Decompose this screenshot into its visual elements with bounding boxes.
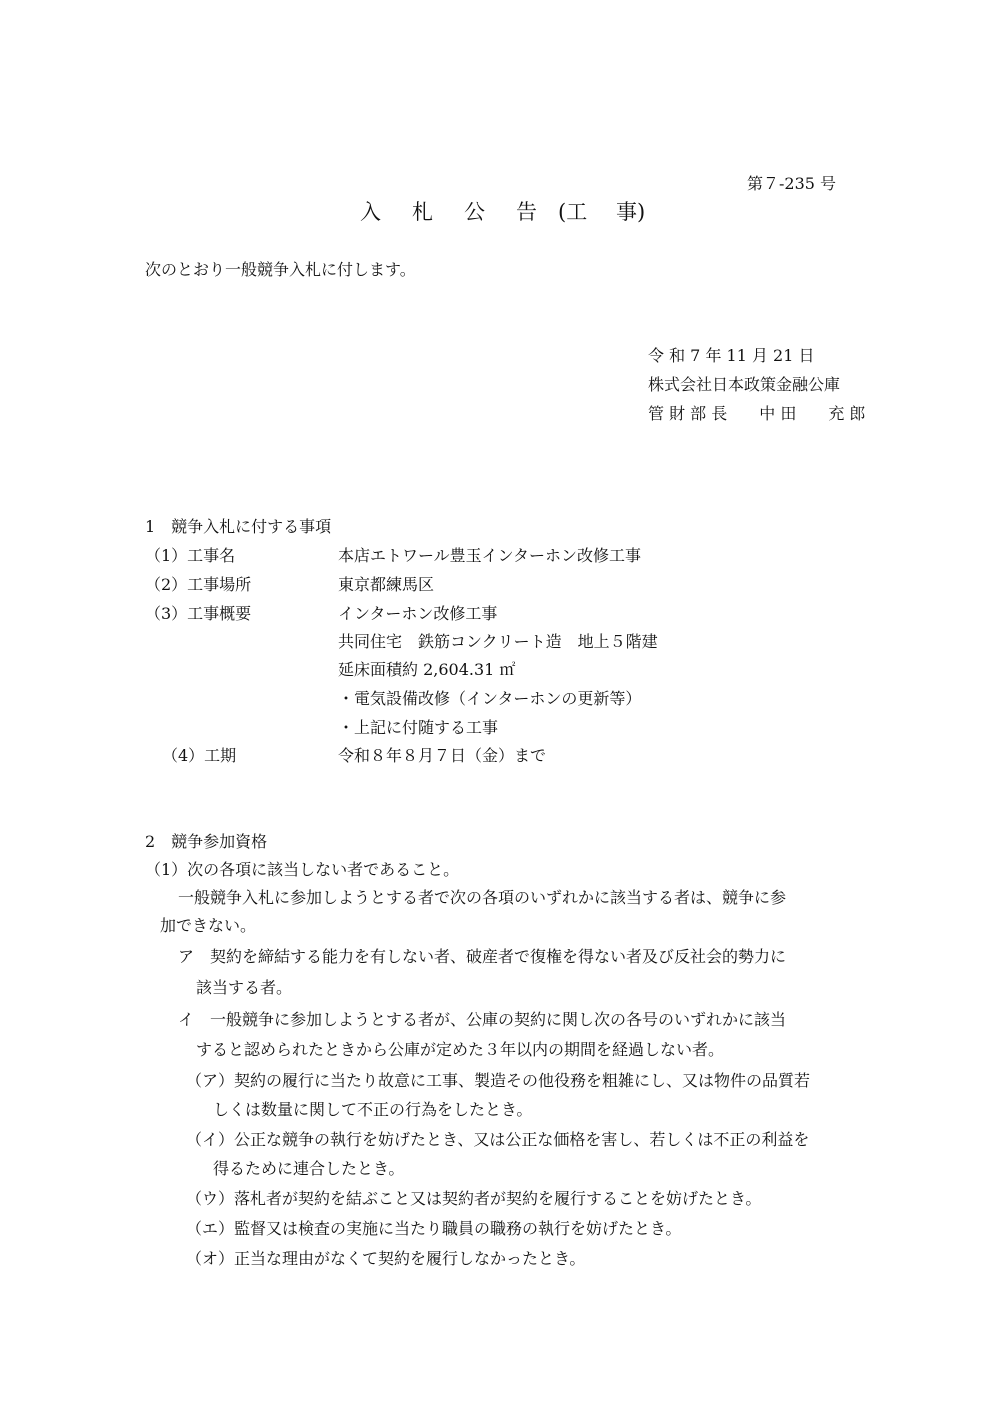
title-char: 告 (516, 200, 537, 224)
paragraph-line: 加できない。 (160, 916, 257, 935)
section1-heading: 1 競争入札に付する事項 (145, 517, 332, 536)
item-value: 東京都練馬区 (338, 575, 435, 594)
period-value: 令和８年８月７日（金）まで (338, 746, 547, 765)
issue-date: 令 和 7 年 11 月 21 日 (648, 346, 815, 365)
subclause-a-continued: しくは数量に関して不正の行為をしたとき。 (213, 1100, 533, 1119)
overview-line: 共同住宅 鉄筋コンクリート造 地上５階建 (338, 632, 658, 651)
item-label: （3）工事概要 (145, 604, 252, 623)
issuer-signer: 管 財 部 長 中 田 充 郎 (648, 404, 866, 423)
overview-line: 延床面積約 2,604.31 ㎡ (338, 660, 516, 679)
section2-heading: 2 競争参加資格 (145, 832, 268, 851)
subclause-i-continued: 得るために連合したとき。 (213, 1159, 405, 1178)
title-char: (工 (558, 200, 588, 224)
clause-a: ア 契約を締結する能力を有しない者、破産者で復権を得ない者及び反社会的勢力に (178, 947, 787, 966)
item-label: （2）工事場所 (145, 575, 252, 594)
clause-i: イ 一般競争に参加しようとする者が、公庫の契約に関し次の各号のいずれかに該当 (178, 1010, 787, 1029)
subclause-u: （ウ）落札者が契約を結ぶこと又は契約者が契約を履行することを妨げたとき。 (186, 1189, 762, 1208)
issuer-organization: 株式会社日本政策金融公庫 (648, 375, 841, 394)
overview-line: ・上記に付随する工事 (338, 718, 499, 737)
overview-line: ・電気設備改修（インターホンの更新等） (338, 689, 642, 708)
clause-a-continued: 該当する者。 (196, 978, 293, 997)
page-title (360, 199, 656, 225)
period-label: （4）工期 (162, 746, 237, 765)
title-char: 事) (616, 200, 646, 224)
intro-text: 次のとおり一般競争入札に付します。 (145, 260, 416, 279)
paragraph-line: 一般競争入札に参加しようとする者で次の各項のいずれかに該当する者は、競争に参 (178, 888, 787, 907)
subsection-heading: （1）次の各項に該当しない者であること。 (145, 860, 460, 879)
document-number: 第７-235 号 (747, 174, 837, 193)
item-value: 本店エトワール豊玉インターホン改修工事 (338, 546, 642, 565)
subclause-a: （ア）契約の履行に当たり故意に工事、製造その他役務を粗雑にし、又は物件の品質若 (186, 1071, 811, 1090)
title-char: 札 (412, 200, 433, 224)
title-char: 入 (360, 200, 381, 224)
subclause-i: （イ）公正な競争の執行を妨げたとき、又は公正な価格を害し、若しくは不正の利益を (186, 1130, 810, 1149)
item-value: インターホン改修工事 (338, 604, 498, 623)
item-label: （1）工事名 (145, 546, 236, 565)
title-char: 公 (464, 200, 485, 224)
subclause-e: （エ）監督又は検査の実施に当たり職員の職務の執行を妨げたとき。 (186, 1219, 682, 1238)
clause-i-continued: すると認められたときから公庫が定めた３年以内の期間を経過しない者。 (196, 1040, 725, 1059)
subclause-o: （オ）正当な理由がなくて契約を履行しなかったとき。 (186, 1249, 586, 1268)
